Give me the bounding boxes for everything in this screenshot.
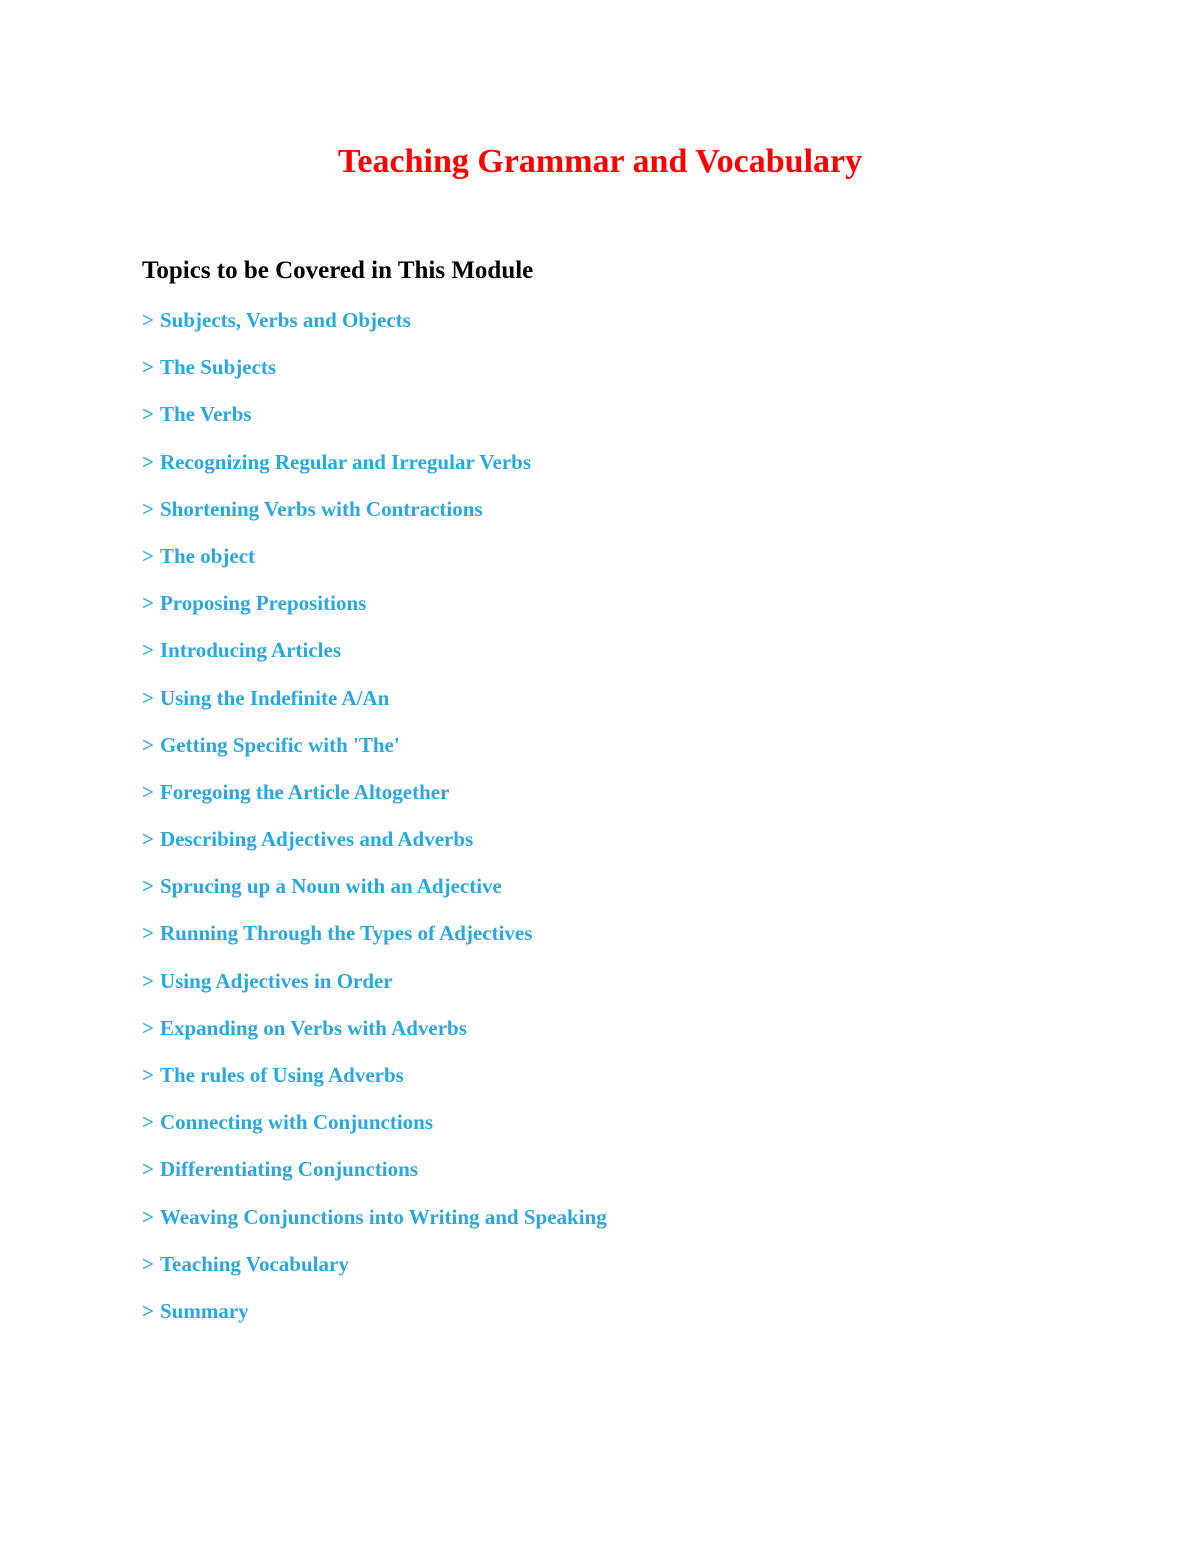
topic-label: The Verbs — [159, 402, 252, 427]
topic-link[interactable] — [142, 1247, 607, 1294]
topic-label: Teaching Vocabulary — [159, 1251, 349, 1276]
topic-marker: > — [142, 874, 154, 899]
topic-link[interactable] — [142, 1152, 607, 1199]
topic-label: Summary — [159, 1298, 249, 1323]
topic-link[interactable] — [142, 303, 607, 350]
topic-link[interactable] — [142, 869, 607, 916]
topic-label: Connecting with Conjunctions — [159, 1110, 434, 1135]
topic-label: Describing Adjectives and Adverbs — [159, 827, 474, 852]
topic-marker: > — [142, 1298, 154, 1323]
topic-label: Using the Indefinite A/An — [159, 685, 390, 710]
topic-link[interactable] — [142, 1011, 607, 1058]
topic-label: The object — [159, 543, 256, 568]
topic-link[interactable] — [142, 728, 607, 775]
topic-marker: > — [142, 308, 154, 332]
topic-marker: > — [142, 1204, 154, 1229]
topic-label: Getting Specific with 'The' — [159, 732, 400, 757]
topic-label: The Subjects — [159, 355, 277, 380]
topic-marker: > — [142, 543, 154, 568]
topic-label: Weaving Conjunctions into Writing and Speaking — [159, 1204, 607, 1229]
topic-link[interactable] — [142, 1200, 607, 1247]
topic-marker: > — [142, 779, 154, 804]
topic-marker: > — [142, 1063, 154, 1087]
topic-marker: > — [142, 968, 154, 993]
topic-marker: > — [142, 1110, 154, 1135]
topic-link[interactable] — [142, 775, 607, 822]
topic-link[interactable] — [142, 681, 607, 728]
topic-marker: > — [142, 1251, 154, 1276]
topic-link[interactable] — [142, 1105, 607, 1152]
topic-marker: > — [142, 921, 154, 946]
topic-marker: > — [142, 355, 154, 380]
topic-link[interactable] — [142, 1294, 607, 1341]
topic-link[interactable] — [142, 445, 607, 492]
topic-marker: > — [142, 449, 154, 474]
section-heading: Topics to be Covered in This Module — [142, 257, 534, 284]
topic-link[interactable] — [142, 539, 607, 586]
topic-label: Sprucing up a Noun with an Adjective — [159, 874, 502, 899]
topic-list — [142, 303, 607, 1341]
topic-label: Proposing Prepositions — [159, 591, 367, 616]
topic-marker: > — [142, 638, 154, 663]
topic-marker: > — [142, 732, 154, 757]
topic-label: Expanding on Verbs with Adverbs — [159, 1015, 467, 1040]
topic-link[interactable] — [142, 492, 607, 539]
topic-link[interactable] — [142, 964, 607, 1011]
topic-marker: > — [142, 402, 154, 427]
topic-marker: > — [142, 827, 154, 852]
topic-link[interactable] — [142, 586, 607, 633]
topic-marker: > — [142, 591, 154, 616]
topic-marker: > — [142, 1015, 154, 1040]
topic-label: Using Adjectives in Order — [159, 968, 393, 993]
topic-label: Foregoing the Article Altogether — [159, 779, 450, 804]
topic-label: The rules of Using Adverbs — [159, 1063, 404, 1087]
topic-link[interactable] — [142, 916, 607, 963]
topic-link[interactable] — [142, 397, 607, 444]
topic-link[interactable] — [142, 1058, 607, 1105]
topic-label: Recognizing Regular and Irregular Verbs — [159, 449, 531, 474]
topic-label: Shortening Verbs with Contractions — [159, 496, 483, 521]
topic-link[interactable] — [142, 633, 607, 680]
topic-label: Subjects, Verbs and Objects — [159, 308, 411, 332]
topic-label: Differentiating Conjunctions — [159, 1157, 418, 1182]
topic-label: Running Through the Types of Adjectives — [159, 921, 533, 946]
topic-link[interactable] — [142, 350, 607, 397]
topic-marker: > — [142, 685, 154, 710]
topic-label: Introducing Articles — [159, 638, 342, 663]
topic-marker: > — [142, 496, 154, 521]
document-title: Teaching Grammar and Vocabulary — [337, 143, 863, 180]
topic-link[interactable] — [142, 822, 607, 869]
topic-marker: > — [142, 1157, 154, 1182]
